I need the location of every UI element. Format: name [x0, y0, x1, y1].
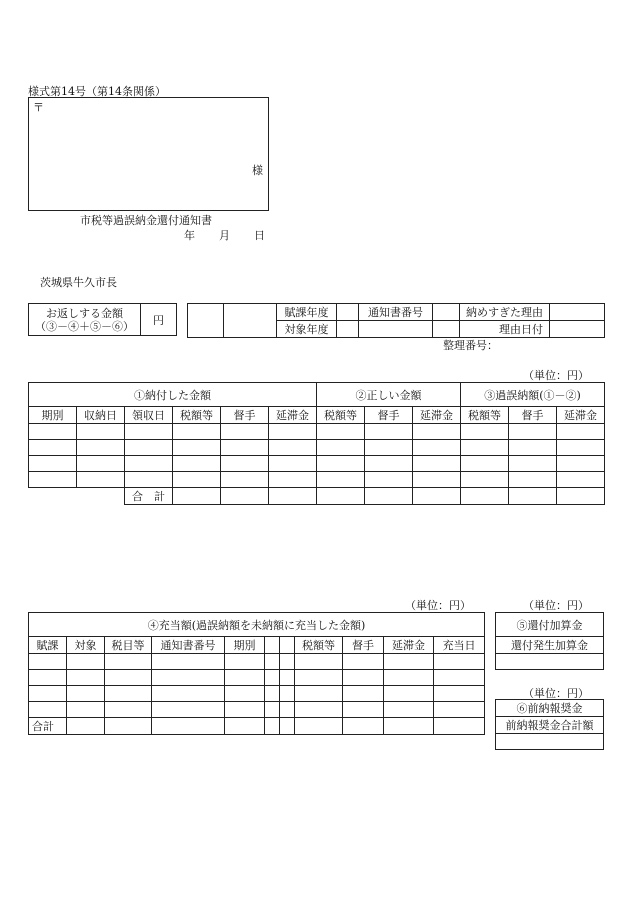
reference-no-label: 整理番号：	[443, 339, 498, 352]
col-header: 督手	[365, 407, 413, 424]
refund-amount-unit: 円	[141, 304, 177, 336]
fiscal-year-label: 賦課年度	[277, 304, 337, 321]
unit-label-3: （単位：円）	[523, 599, 589, 612]
table-row	[29, 456, 605, 472]
table-row	[29, 440, 605, 456]
col-header: 税額等	[461, 407, 509, 424]
refund-addition-table	[495, 612, 604, 670]
col-header: 収納日	[77, 407, 125, 424]
group-paid-header: ①納付した金額	[29, 383, 317, 407]
form-title: 様式第14号（第14条関係）	[28, 85, 166, 98]
col-header	[280, 637, 295, 654]
reason-date-label: 理由日付	[460, 321, 550, 338]
total-label: 合 計	[125, 488, 173, 505]
col-header	[265, 637, 280, 654]
col-header: 税額等	[173, 407, 221, 424]
col-header: 督手	[509, 407, 557, 424]
col-header: 延滞金	[413, 407, 461, 424]
target-year-value	[337, 321, 359, 338]
issuer: 茨城県牛久市長	[40, 276, 117, 289]
col-header: 税額等	[295, 637, 343, 654]
overpay-reason-label: 納めすぎた理由	[460, 304, 550, 321]
total-row	[29, 718, 485, 735]
col-header: 領収日	[125, 407, 173, 424]
col-header: 対象	[67, 637, 105, 654]
table-row	[29, 670, 485, 686]
unit-label-4: （単位：円）	[523, 687, 589, 700]
col-header: 督手	[343, 637, 384, 654]
table-row	[29, 686, 485, 702]
appropriation-table	[28, 612, 485, 735]
col-header: 期別	[29, 407, 77, 424]
col-header: 賦課	[29, 637, 67, 654]
address-box	[28, 97, 269, 211]
unit-label-1: （単位：円）	[523, 369, 589, 382]
refund-amount-label: お返しする金額 （③－④＋⑤－⑥）	[29, 304, 141, 336]
blank-cell	[433, 321, 460, 338]
col-header: 督手	[221, 407, 269, 424]
col-header: 延滞金	[557, 407, 605, 424]
overpay-reason-value	[550, 304, 605, 321]
reason-date-value	[550, 321, 605, 338]
fiscal-year-value	[337, 304, 359, 321]
col-header: 税額等	[317, 407, 365, 424]
table-row	[29, 472, 605, 488]
group-overpaid-header: ③過誤納額(①－②)	[461, 383, 605, 407]
date-year: 年	[184, 229, 195, 242]
table3-title: ⑤還付加算金	[496, 613, 604, 637]
group-correct-header: ②正しい金額	[317, 383, 461, 407]
blank-cell	[359, 321, 433, 338]
honorific: 様	[252, 164, 263, 177]
col-header: 期別	[225, 637, 265, 654]
col-header: 充当日	[434, 637, 485, 654]
col-header: 延滞金	[269, 407, 317, 424]
total-label: 合計	[29, 718, 67, 735]
col-header: 税目等	[105, 637, 152, 654]
col-header: 通知書番号	[152, 637, 225, 654]
table3-value	[496, 654, 604, 670]
date-day: 日	[254, 229, 265, 242]
table-row	[29, 654, 485, 670]
postal-mark: 〒	[33, 101, 44, 114]
table-row	[29, 702, 485, 718]
table-row	[29, 424, 605, 440]
payment-table	[28, 382, 605, 505]
target-year-label: 対象年度	[277, 321, 337, 338]
total-row	[29, 488, 605, 505]
refund-amount-table	[28, 303, 177, 336]
info-table	[187, 303, 605, 338]
table3-sub: 還付発生加算金	[496, 637, 604, 654]
table4-value	[496, 734, 604, 750]
notice-no-value	[433, 304, 460, 321]
unit-label-2: （単位：円）	[405, 599, 471, 612]
col-header: 延滞金	[384, 637, 434, 654]
prepayment-reward-table	[495, 699, 604, 750]
info-blank-1	[188, 304, 224, 338]
notice-title: 市税等過誤納金還付通知書	[80, 214, 212, 227]
table4-title: ⑥前納報奨金	[496, 700, 604, 717]
info-blank-2	[224, 304, 277, 338]
table4-sub: 前納報奨金合計額	[496, 717, 604, 734]
date-month: 月	[219, 229, 230, 242]
table2-title: ④充当額(過誤納額を未納額に充当した金額)	[29, 613, 485, 637]
notice-no-label: 通知書番号	[359, 304, 433, 321]
